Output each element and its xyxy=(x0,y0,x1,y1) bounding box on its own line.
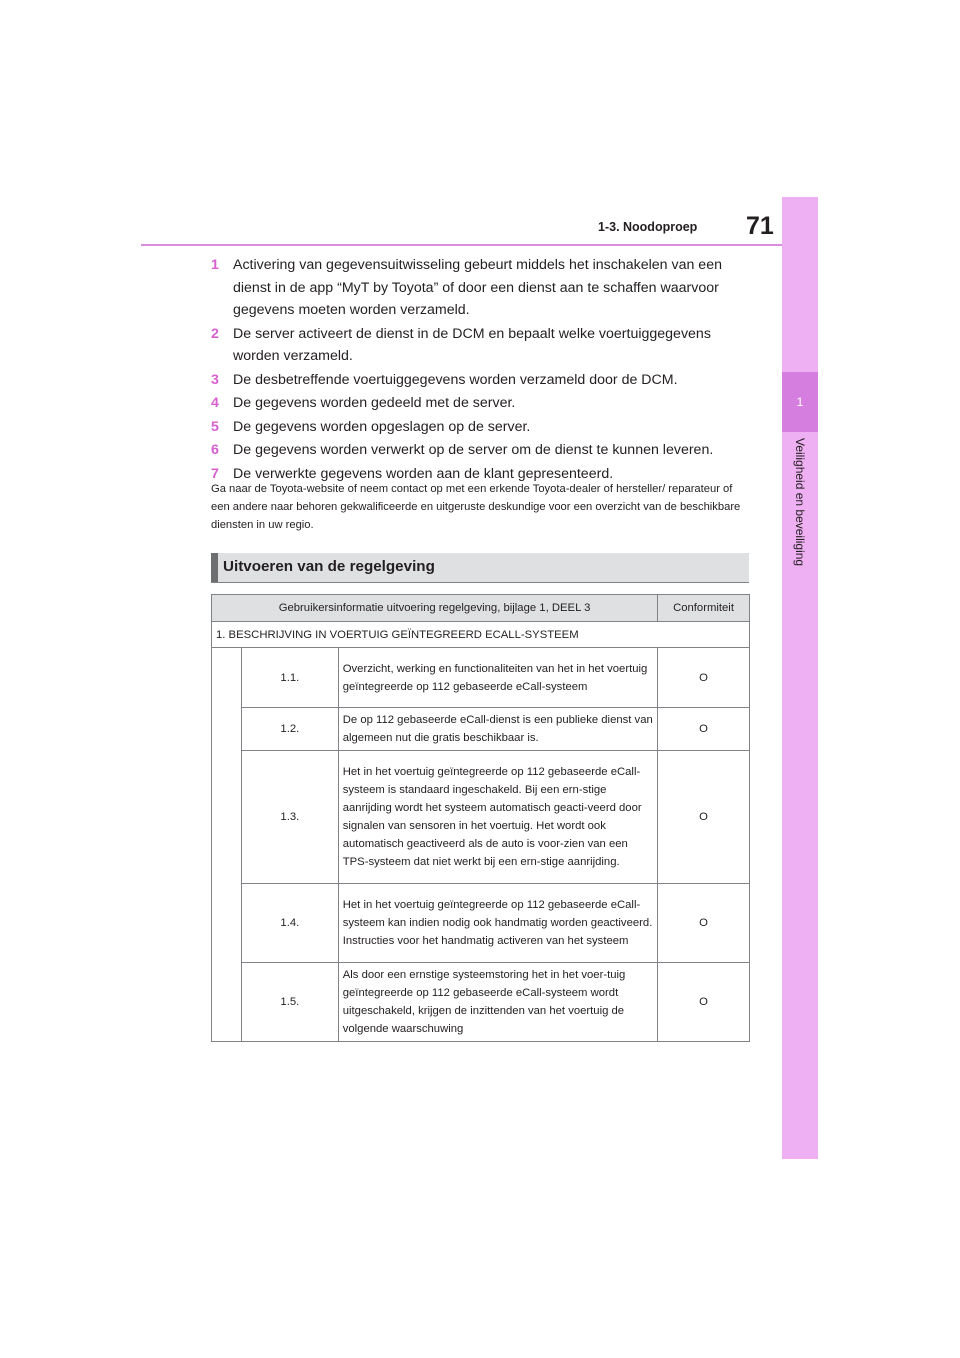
chapter-title-container xyxy=(782,438,818,598)
step-text: De server activeert de dienst in de DCM en bepaalt welke voertuiggegevens worden verzameld. xyxy=(233,325,711,364)
header-conformity-cell: Conformiteit xyxy=(658,595,750,622)
table-row xyxy=(212,884,750,963)
step-number: 1 xyxy=(211,257,219,273)
table-row xyxy=(212,751,750,884)
regulation-table xyxy=(211,594,750,1042)
chapter-title: Veiligheid en beveiliging xyxy=(793,438,807,567)
group-title-cell: 1. BESCHRIJVING IN VOERTUIG GEÏNTEGREERD ECALL-SYSTEEM xyxy=(212,622,750,648)
header-divider xyxy=(141,244,782,246)
step-number: 4 xyxy=(211,395,219,411)
row-text: Het in het voertuig geïntegreerde op 112 gebaseerde eCall-systeem is standaard ingeschakeld. Bij een ern-stige aanrijding wordt het systeem automatisch geacti-veerd door signalen van sensoren in het voertuig. Het wordt ook automatisch geactiveerd als de auto is voor-zien van een TPS-systeem dat niet werkt bij een ern-stige aanrijding. xyxy=(338,751,657,884)
step-text: De gegevens worden opgeslagen op de server. xyxy=(233,418,531,435)
row-conformity: O xyxy=(658,751,750,884)
table-row xyxy=(212,963,750,1042)
row-text: Het in het voertuig geïntegreerde op 112 gebaseerde eCall-systeem kan indien nodig ook handmatig worden geactiveerd. Instructies voor het handmatig activeren van het systeem xyxy=(338,884,657,963)
step-text: De desbetreffende voertuiggegevens worden verzameld door de DCM. xyxy=(233,371,678,388)
step-item xyxy=(211,323,741,368)
step-item xyxy=(211,439,741,462)
table-group-row xyxy=(212,622,750,648)
row-conformity: O xyxy=(658,963,750,1042)
step-text: De gegevens worden verwerkt op de server om de dienst te kunnen leveren. xyxy=(233,442,714,458)
row-number: 1.4. xyxy=(241,884,338,963)
section-title: 1-3. Noodoproep xyxy=(598,220,698,234)
page-number: 71 xyxy=(746,212,774,240)
step-item xyxy=(211,392,741,415)
header-info-cell: Gebruikersinformatie uitvoering regelgeving, bijlage 1, DEEL 3 xyxy=(212,595,658,622)
row-text: Als door een ernstige systeemstoring het in het voer-tuig geïntegreerde op 112 gebaseerde eCall-systeem wordt uitgeschakeld, krijgen de inzittenden van het voertuig de volgende waarschuwing xyxy=(338,963,657,1042)
availability-note: Ga naar de Toyota-website of neem contact op met een erkende Toyota-dealer of hersteller/ reparateur of een andere naar behoren gekwalificeerde en uitgeruste deskundige voor een overzicht van de beschikbare diensten in uw regio. xyxy=(211,483,741,531)
table-row xyxy=(212,648,750,708)
table-header-row xyxy=(212,595,750,622)
chapter-side-tab xyxy=(782,197,818,1159)
step-number: 7 xyxy=(211,465,219,482)
step-item xyxy=(211,369,741,392)
step-list xyxy=(211,254,741,486)
row-conformity: O xyxy=(658,708,750,751)
indent-cell xyxy=(212,648,242,1042)
step-text: Activering van gegevensuitwisseling gebeurt middels het inschakelen van een dienst in de app “MyT by Toyota” of door een dienst aan te schaffen waarvoor gegevens moeten worden verzameld. xyxy=(233,257,722,318)
step-number: 5 xyxy=(211,418,219,435)
row-number: 1.3. xyxy=(241,751,338,884)
step-item xyxy=(211,416,741,439)
step-number: 2 xyxy=(211,325,219,342)
step-text: De gegevens worden gedeeld met de server. xyxy=(233,395,516,411)
table-row xyxy=(212,708,750,751)
row-number: 1.1. xyxy=(241,648,338,708)
section-heading: Uitvoeren van de regelgeving xyxy=(223,558,435,575)
step-number: 6 xyxy=(211,442,219,458)
section-heading-bar xyxy=(211,553,749,583)
step-item xyxy=(211,254,741,322)
row-conformity: O xyxy=(658,648,750,708)
row-number: 1.2. xyxy=(241,708,338,751)
step-number: 3 xyxy=(211,371,219,388)
step-text: De verwerkte gegevens worden aan de klant gepresenteerd. xyxy=(233,465,614,482)
row-text: De op 112 gebaseerde eCall-dienst is een publieke dienst van algemeen nut die gratis beschikbaar is. xyxy=(338,708,657,751)
row-text: Overzicht, werking en functionaliteiten van het in het voertuig geïntegreerde op 112 gebaseerde eCall-systeem xyxy=(338,648,657,708)
row-number: 1.5. xyxy=(241,963,338,1042)
chapter-number: 1 xyxy=(782,372,818,432)
row-conformity: O xyxy=(658,884,750,963)
